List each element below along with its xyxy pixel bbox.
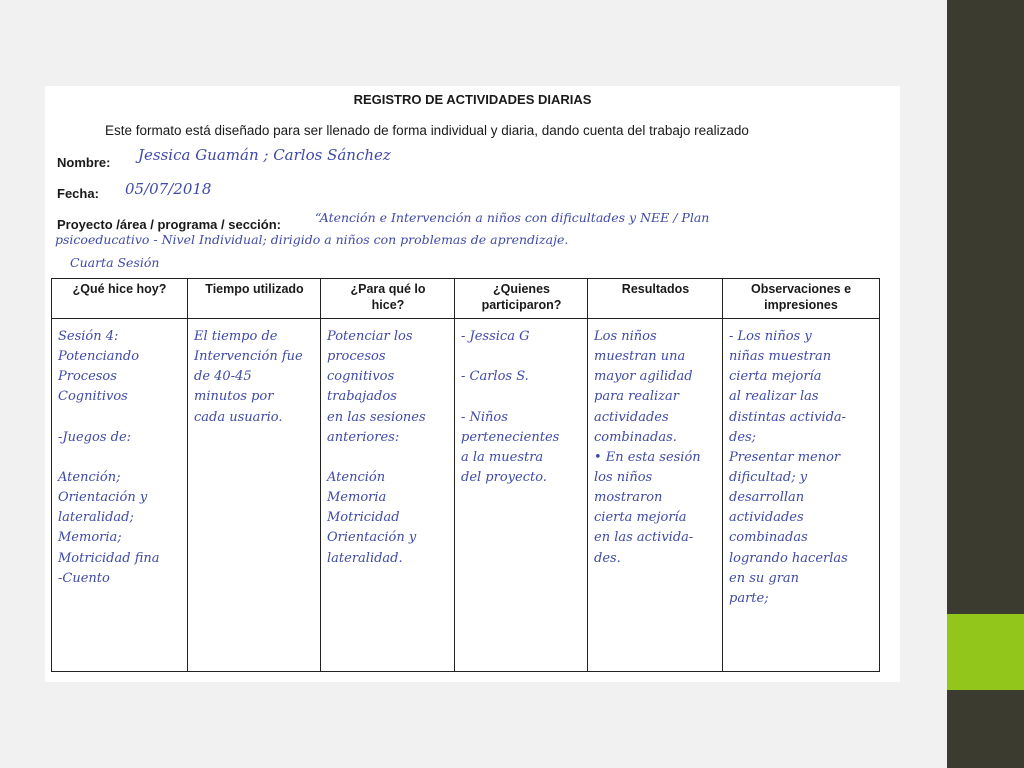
slide-accent-block [947,614,1024,690]
proyecto-line-1: “Atención e Intervención a niños con dificultades y NEE / Plan [315,210,710,225]
column-resultados [587,279,723,671]
proyecto-line-2: psicoeducativo - Nivel Individual; dirigido a niños con problemas de aprendizaje. [55,232,569,247]
nombre-value: Jessica Guamán ; Carlos Sánchez [138,146,391,164]
form-title: REGISTRO DE ACTIVIDADES DIARIAS [353,92,592,107]
fecha-value: 05/07/2018 [125,180,212,198]
column-observaciones [722,279,879,671]
column-para-que [320,279,455,671]
column-quienes [454,279,588,671]
column-tiempo [187,279,321,671]
header-resultados: Resultados [588,279,723,319]
cell-quienes: - Jessica G - Carlos S. - Niños pertenecientes a la muestra del proyecto. [461,329,560,485]
nombre-label: Nombre: [57,155,111,170]
header-observaciones: Observaciones e impresiones [723,279,879,319]
cell-para-que: Potenciar los procesos cognitivos trabajados en las sesiones anteriores: Atención Memoria Motricidad Orientación y lateralidad. [327,329,426,566]
proyecto-label: Proyecto /área / programa / sección: [57,217,281,232]
fecha-label: Fecha: [57,186,99,201]
activities-table [51,278,880,672]
cell-tiempo: El tiempo de Intervención fue de 40-45 minutos por cada usuario. [194,329,303,425]
header-para-que: ¿Para qué lo hice? [321,279,455,319]
form-sheet [45,86,900,682]
form-subtitle: Este formato está diseñado para ser llenado de forma individual y diaria, dando cuenta del trabajo realizado [105,123,749,138]
cell-que-hice: Sesión 4: Potenciando Procesos Cognitivos -Juegos de: Atención; Orientación y lateralidad; Memoria; Motricidad fina -Cuento [58,329,160,586]
header-que-hice: ¿Qué hice hoy? [52,279,187,319]
cell-observaciones: - Los niños y niñas muestran cierta mejoría al realizar las distintas activida- des; Presentar menor dificultad; y desarrollan actividades combinadas logrando hacerlas en su gran parte; [729,329,848,606]
header-tiempo: Tiempo utilizado [188,279,321,319]
column-que-hice [52,279,187,671]
cell-resultados: Los niños muestran una mayor agilidad para realizar actividades combinadas. • En esta sesión los niños mostraron cierta mejoría en las activida- des. [594,329,701,566]
header-quienes: ¿Quienes participaron? [455,279,588,319]
proyecto-line-3: Cuarta Sesión [70,255,160,270]
